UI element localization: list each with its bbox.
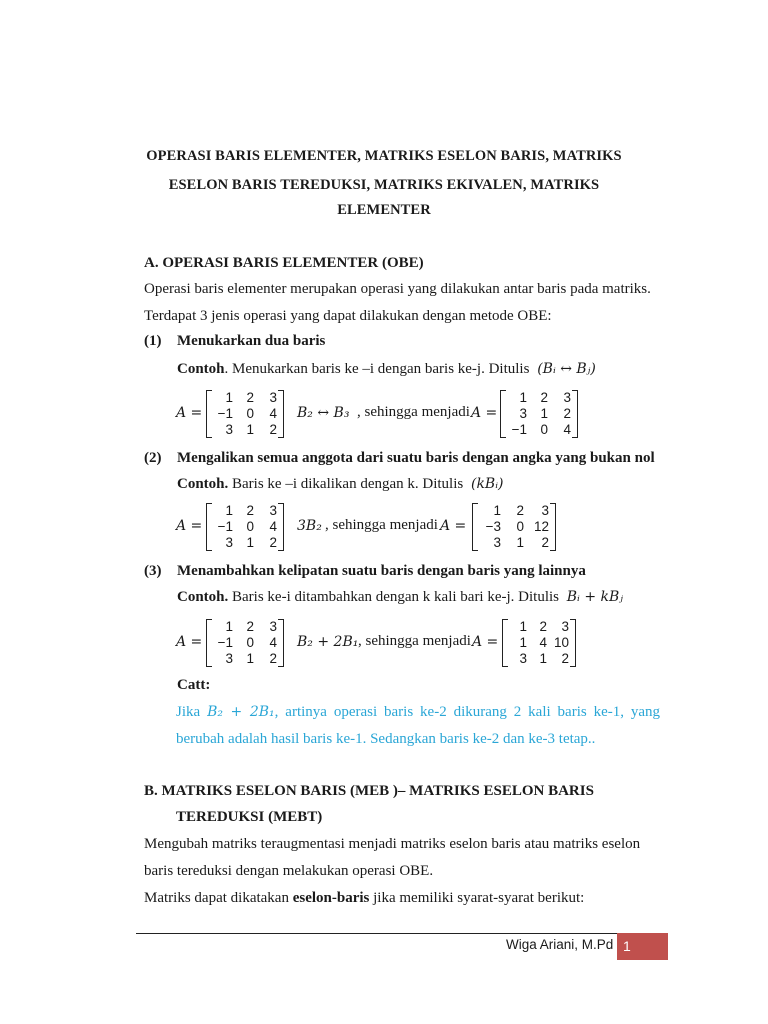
matrix-cell: 2 bbox=[563, 406, 571, 421]
item-3-lhs: A = bbox=[176, 634, 203, 650]
matrix-cell: 3 bbox=[561, 619, 569, 634]
matrix-row bbox=[503, 619, 575, 635]
section-b-paragraph-3 bbox=[144, 890, 584, 907]
document-title-line-2: ESELON BARIS TEREDUKSI, MATRIKS EKIVALEN, MATRIKS bbox=[168, 177, 600, 193]
matrix-cell: 3 bbox=[519, 406, 527, 421]
section-a-paragraph-2: Terdapat 3 jenis operasi yang dapat dilakukan dengan metode OBE: bbox=[144, 308, 552, 324]
matrix-cell: −1 bbox=[217, 635, 233, 650]
matrix-cell: 4 bbox=[539, 635, 547, 650]
matrix-row bbox=[501, 390, 577, 406]
matrix-row bbox=[207, 422, 283, 438]
item-2-matrix-before bbox=[206, 503, 284, 551]
matrix-row bbox=[503, 651, 575, 667]
item-3-lhs-2: A = bbox=[472, 634, 499, 650]
document-title-line-1: OPERASI BARIS ELEMENTER, MATRIKS ESELON BARIS, MATRIKS bbox=[146, 148, 622, 164]
matrix-cell: 2 bbox=[269, 422, 277, 437]
matrix-cell: 1 bbox=[225, 619, 233, 634]
matrix-cell: 2 bbox=[269, 535, 277, 550]
item-3-matrix-after bbox=[502, 619, 576, 667]
matrix-cell: −1 bbox=[511, 422, 527, 437]
matrix-cell: 2 bbox=[246, 390, 254, 405]
matrix-cell: 0 bbox=[516, 519, 524, 534]
item-1-example bbox=[177, 361, 596, 378]
item-1-notation: (Bᵢ ↔ Bⱼ) bbox=[537, 361, 596, 377]
matrix-cell: 3 bbox=[269, 503, 277, 518]
matrix-cell: 4 bbox=[269, 635, 277, 650]
matrix-cell: 1 bbox=[519, 390, 527, 405]
matrix-cell: 3 bbox=[541, 503, 549, 518]
section-b-heading-line-1: B. MATRIKS ESELON BARIS (MEB )– MATRIKS ESELON BARIS bbox=[144, 783, 594, 799]
matrix-cell: 3 bbox=[225, 422, 233, 437]
matrix-cell: 2 bbox=[541, 535, 549, 550]
item-3-example-label: Contoh. bbox=[177, 589, 229, 605]
matrix-cell: 1 bbox=[246, 535, 254, 550]
matrix-row bbox=[473, 519, 555, 535]
item-1-lhs: A = bbox=[176, 405, 203, 421]
item-1-example-label: Contoh bbox=[177, 361, 225, 377]
matrix-cell: 2 bbox=[269, 651, 277, 666]
matrix-cell: 0 bbox=[246, 406, 254, 421]
matrix-cell: 0 bbox=[246, 519, 254, 534]
item-2-title: Mengalikan semua anggota dari suatu baris dengan angka yang bukan nol bbox=[177, 450, 655, 466]
matrix-cell: 1 bbox=[225, 390, 233, 405]
item-2-example-text: Baris ke –i dikalikan dengan k. Ditulis bbox=[228, 476, 464, 492]
item-3-operation: B₂ + 2B₁ bbox=[297, 634, 359, 650]
matrix-row bbox=[503, 635, 575, 651]
item-2-connector: , sehingga menjadi bbox=[325, 517, 438, 533]
matrix-row bbox=[473, 503, 555, 519]
matrix-cell: 2 bbox=[561, 651, 569, 666]
matrix-cell: 2 bbox=[246, 503, 254, 518]
item-2-lhs: A = bbox=[176, 518, 203, 534]
item-3-example bbox=[177, 589, 623, 606]
note-line-1-post: , artinya operasi baris ke-2 dikurang 2 kali baris ke-1, yang bbox=[274, 704, 661, 720]
matrix-cell: 3 bbox=[225, 535, 233, 550]
matrix-cell: 1 bbox=[246, 422, 254, 437]
matrix-cell: 0 bbox=[246, 635, 254, 650]
matrix-cell: 3 bbox=[519, 651, 527, 666]
note-label: Catt: bbox=[177, 677, 211, 693]
matrix-cell: 2 bbox=[246, 619, 254, 634]
matrix-cell: 2 bbox=[540, 390, 548, 405]
matrix-row bbox=[501, 422, 577, 438]
matrix-row bbox=[207, 635, 283, 651]
matrix-cell: 3 bbox=[269, 390, 277, 405]
matrix-cell: 1 bbox=[519, 635, 527, 650]
note-expression: B₂ + 2B₁ bbox=[207, 704, 275, 720]
section-b-paragraph-3-post: jika memiliki syarat-syarat berikut: bbox=[369, 890, 585, 906]
matrix-cell: 10 bbox=[553, 635, 569, 650]
item-2-operation: 3B₂ bbox=[297, 518, 322, 534]
matrix-cell: 2 bbox=[539, 619, 547, 634]
matrix-row bbox=[501, 406, 577, 422]
matrix-row bbox=[207, 535, 283, 551]
item-3-connector: , sehingga menjadi bbox=[358, 633, 471, 649]
item-1-matrix-after bbox=[500, 390, 578, 438]
matrix-cell: 1 bbox=[225, 503, 233, 518]
section-b-paragraph-2: baris tereduksi dengan melakukan operasi OBE. bbox=[144, 863, 434, 879]
matrix-row bbox=[207, 651, 283, 667]
item-2-example-label: Contoh. bbox=[177, 476, 229, 492]
section-b-term-eselon-baris: eselon-baris bbox=[292, 890, 370, 906]
section-a-heading: A. OPERASI BARIS ELEMENTER (OBE) bbox=[144, 255, 424, 271]
matrix-cell: 3 bbox=[225, 651, 233, 666]
matrix-cell: −1 bbox=[217, 519, 233, 534]
item-3-number: (3) bbox=[144, 563, 162, 579]
item-2-matrix-after bbox=[472, 503, 556, 551]
matrix-cell: 3 bbox=[269, 619, 277, 634]
item-1-matrix-before bbox=[206, 390, 284, 438]
matrix-row bbox=[207, 390, 283, 406]
matrix-cell: 2 bbox=[516, 503, 524, 518]
matrix-cell: 12 bbox=[533, 519, 549, 534]
section-a-paragraph-1: Operasi baris elementer merupakan operasi yang dilakukan antar baris pada matriks. bbox=[144, 281, 651, 297]
matrix-cell: 0 bbox=[540, 422, 548, 437]
matrix-cell: 1 bbox=[493, 503, 501, 518]
note-line-2: berubah adalah hasil baris ke-1. Sedangkan baris ke-2 dan ke-3 tetap.. bbox=[176, 731, 596, 747]
matrix-cell: 1 bbox=[539, 651, 547, 666]
item-1-example-text: . Menukarkan baris ke –i dengan baris ke-j. Ditulis bbox=[224, 361, 530, 377]
note-line-1 bbox=[176, 704, 660, 721]
item-1-number: (1) bbox=[144, 333, 162, 349]
matrix-cell: −1 bbox=[217, 406, 233, 421]
section-b-paragraph-3-pre: Matriks dapat dikatakan bbox=[144, 890, 293, 906]
item-3-matrix-before bbox=[206, 619, 284, 667]
matrix-cell: 4 bbox=[269, 406, 277, 421]
matrix-cell: 1 bbox=[516, 535, 524, 550]
matrix-row bbox=[207, 503, 283, 519]
matrix-cell: 3 bbox=[563, 390, 571, 405]
item-2-number: (2) bbox=[144, 450, 162, 466]
matrix-row bbox=[207, 406, 283, 422]
item-3-title: Menambahkan kelipatan suatu baris dengan baris yang lainnya bbox=[177, 563, 586, 579]
item-3-notation: Bᵢ + kBⱼ bbox=[566, 589, 623, 605]
matrix-cell: 4 bbox=[563, 422, 571, 437]
page-number: 1 bbox=[623, 938, 631, 954]
note-line-1-pre: Jika bbox=[176, 704, 201, 720]
page-number-box bbox=[617, 933, 668, 960]
matrix-row bbox=[207, 519, 283, 535]
matrix-cell: 1 bbox=[519, 619, 527, 634]
matrix-cell: 3 bbox=[493, 535, 501, 550]
matrix-cell: −3 bbox=[485, 519, 501, 534]
item-1-operation: B₂ ↔ B₃ bbox=[297, 405, 350, 421]
item-2-lhs-2: A = bbox=[440, 518, 467, 534]
item-3-example-text: Baris ke-i ditambahkan dengan k kali bari ke-j. Ditulis bbox=[228, 589, 560, 605]
section-b-paragraph-1: Mengubah matriks teraugmentasi menjadi matriks eselon baris atau matriks eselon bbox=[144, 836, 641, 852]
section-b-heading-line-2: TEREDUKSI (MEBT) bbox=[176, 809, 323, 825]
matrix-cell: 1 bbox=[246, 651, 254, 666]
matrix-cell: 1 bbox=[540, 406, 548, 421]
matrix-row bbox=[207, 619, 283, 635]
document-title-line-3: ELEMENTER bbox=[337, 202, 431, 218]
matrix-cell: 4 bbox=[269, 519, 277, 534]
item-2-example bbox=[177, 476, 504, 493]
item-1-lhs-2: A = bbox=[471, 405, 498, 421]
item-1-connector: , sehingga menjadi bbox=[357, 404, 470, 420]
matrix-row bbox=[473, 535, 555, 551]
footer-rule bbox=[136, 933, 668, 934]
item-2-notation: (kBᵢ) bbox=[470, 476, 504, 492]
footer-author: Wiga Ariani, M.Pd bbox=[506, 937, 614, 952]
item-1-title: Menukarkan dua baris bbox=[177, 333, 326, 349]
